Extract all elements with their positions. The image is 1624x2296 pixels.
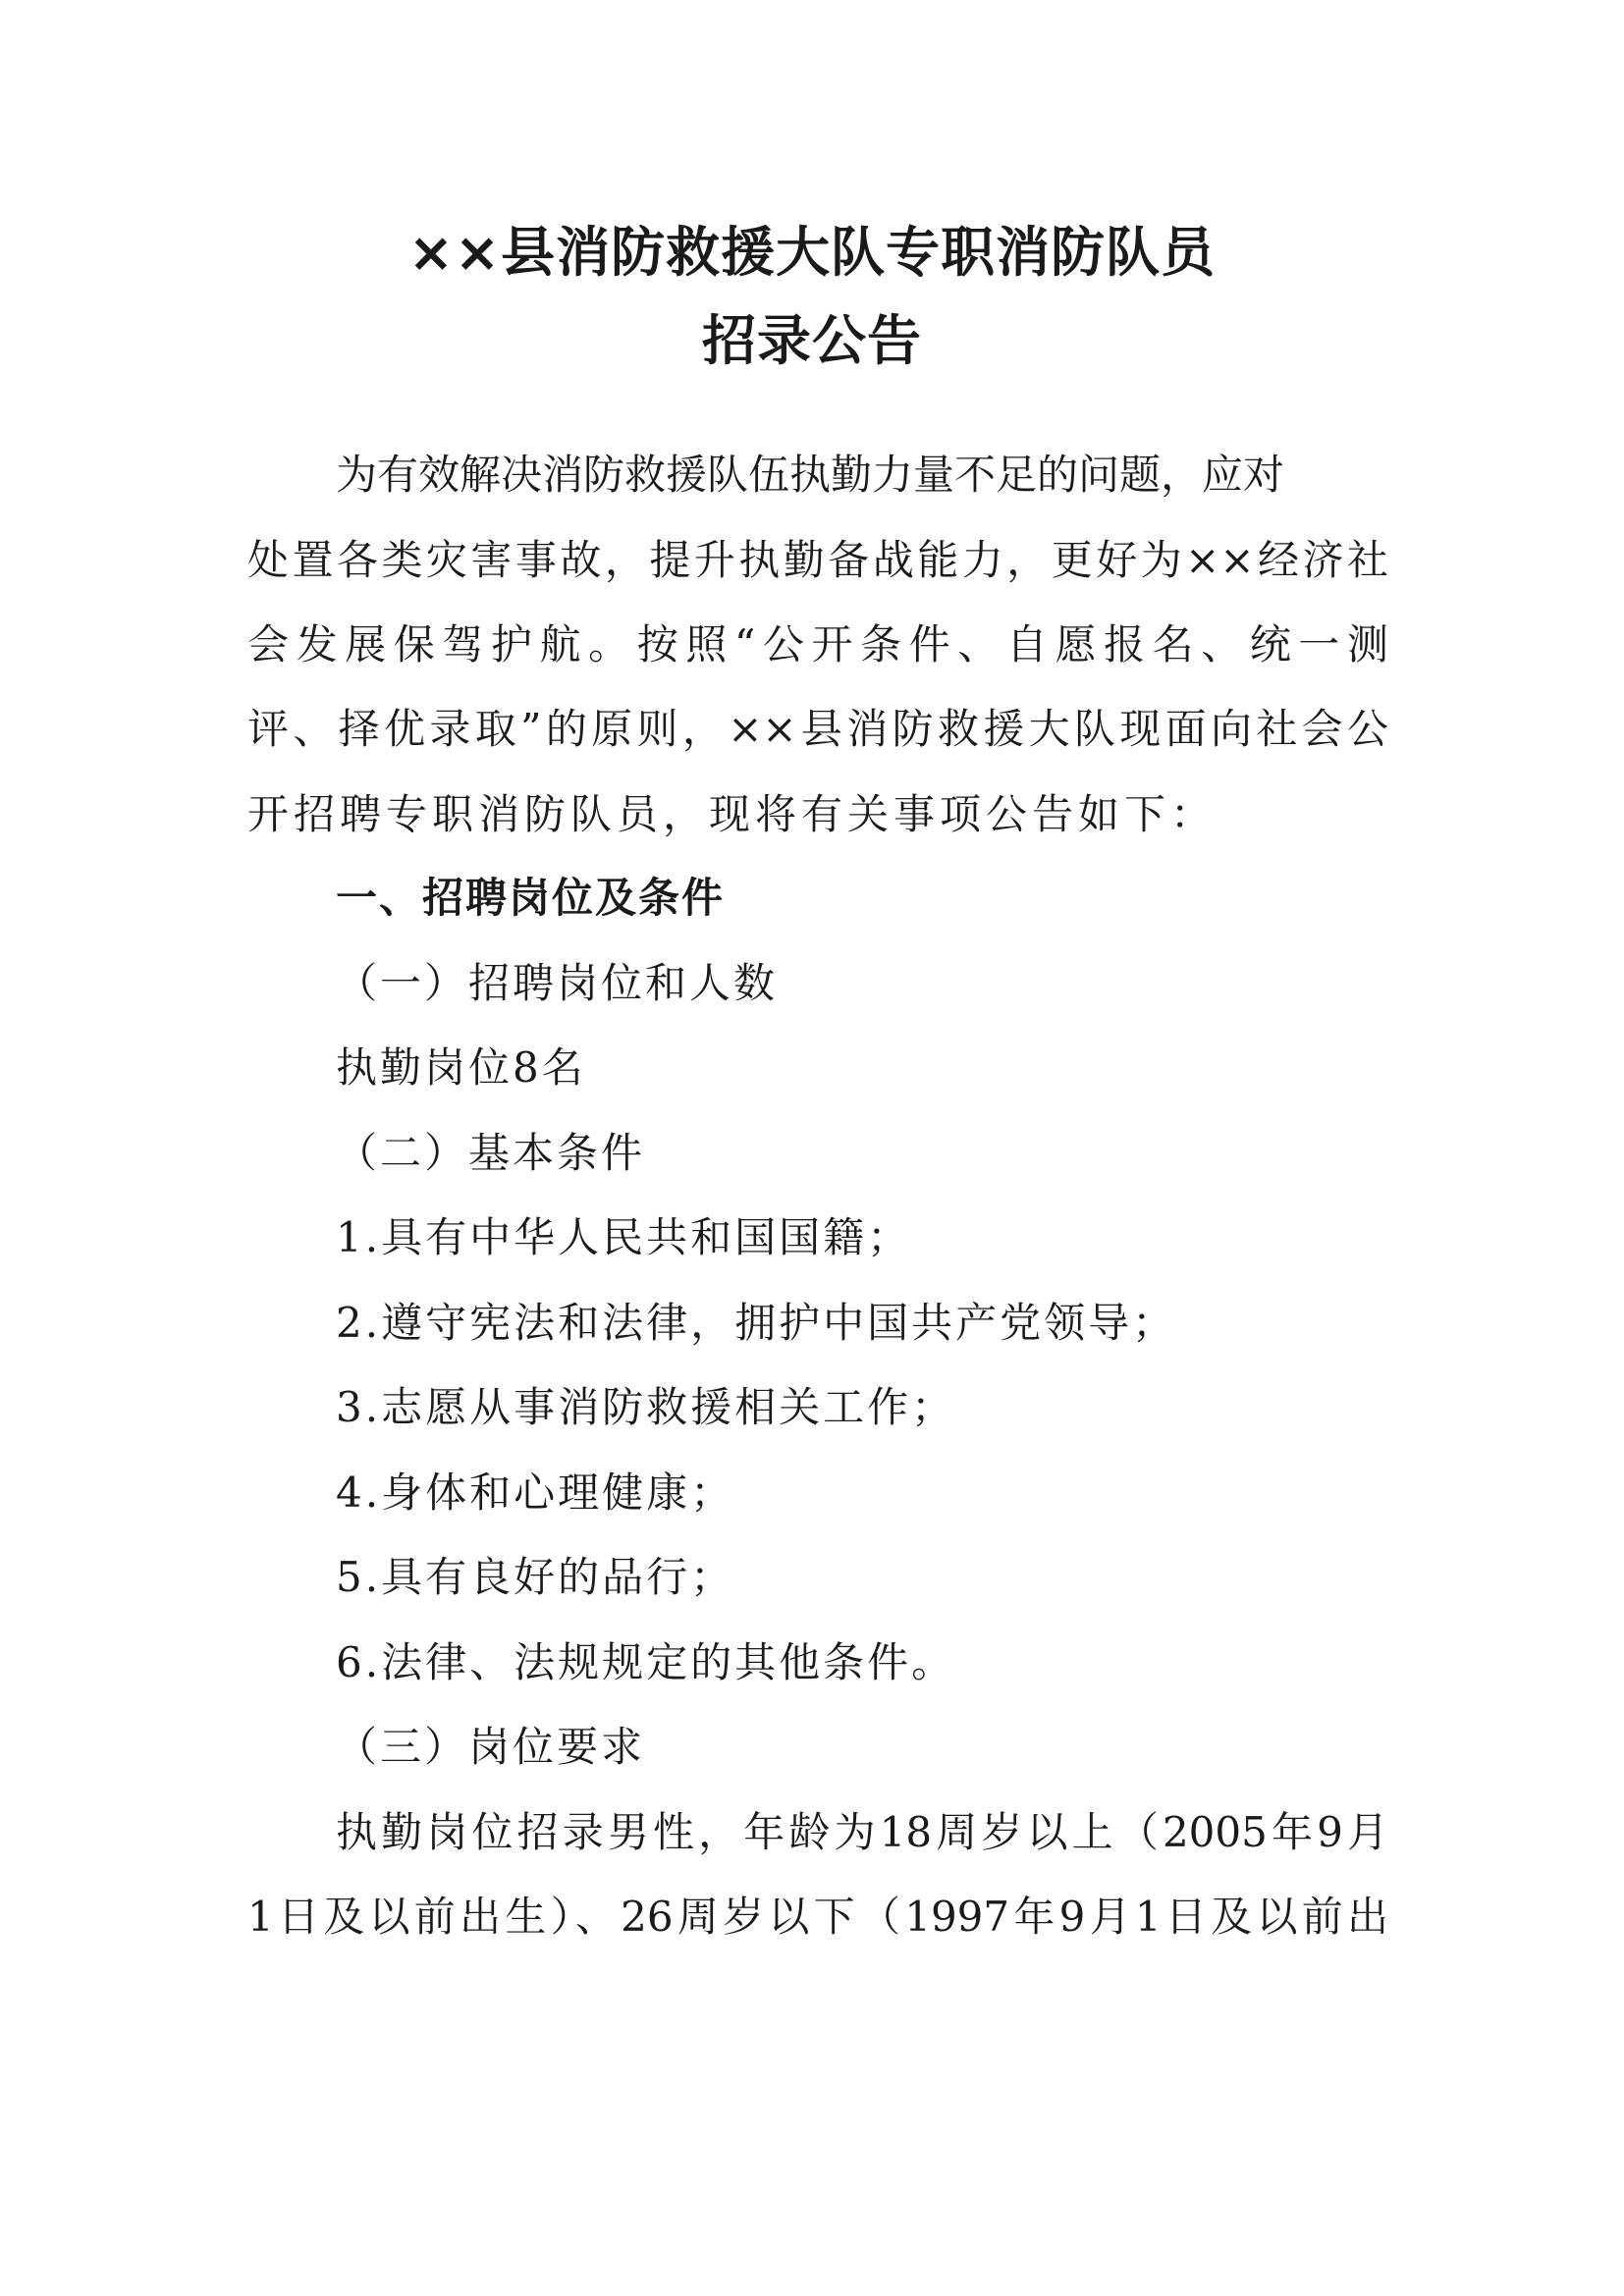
section-heading: 一、招聘岗位及条件 bbox=[336, 874, 726, 922]
intro-line: 开招聘专职消防队员，现将有关事项公告如下： bbox=[247, 790, 1218, 838]
subsection-heading: （一）招聘岗位和人数 bbox=[336, 959, 779, 1007]
list-item: 5.具有良好的品行； bbox=[336, 1553, 735, 1601]
intro-line: 为有效解决消防救援队伍执勤力量不足的问题，应对 bbox=[336, 451, 1285, 499]
list-item: 2.遵守宪法和法律，拥护中国共产党领导； bbox=[336, 1299, 1177, 1347]
list-item: 3.志愿从事消防救援相关工作； bbox=[336, 1383, 956, 1431]
intro-line: 评、择优录取”的原则，××县消防救援大队现面向社会公 bbox=[247, 705, 1388, 753]
list-item: 1.具有中华人民共和国国籍； bbox=[336, 1213, 912, 1261]
paragraph-text: 执勤岗位招录男性，年龄为18周岁以上（2005年9月 bbox=[336, 1808, 1388, 1856]
subsection-heading: （二）基本条件 bbox=[336, 1129, 646, 1177]
list-item: 4.身体和心理健康； bbox=[336, 1468, 735, 1517]
document-title-line2: 招录公告 bbox=[701, 309, 922, 372]
subsection-heading: （三）岗位要求 bbox=[336, 1723, 646, 1771]
paragraph-text: 1日及以前出生）、26周岁以下（1997年9月1日及以前出 bbox=[247, 1893, 1388, 1941]
intro-line: 处置各类灾害事故，提升执勤备战能力，更好为××经济社 bbox=[247, 536, 1388, 584]
list-item: 6.法律、法规规定的其他条件。 bbox=[336, 1638, 956, 1686]
intro-line: 会发展保驾护航。按照“公开条件、自愿报名、统一测 bbox=[247, 620, 1388, 668]
document-title: ××县消防救援大队专职消防队员 bbox=[407, 221, 1217, 284]
paragraph-text: 执勤岗位8名 bbox=[336, 1043, 586, 1092]
